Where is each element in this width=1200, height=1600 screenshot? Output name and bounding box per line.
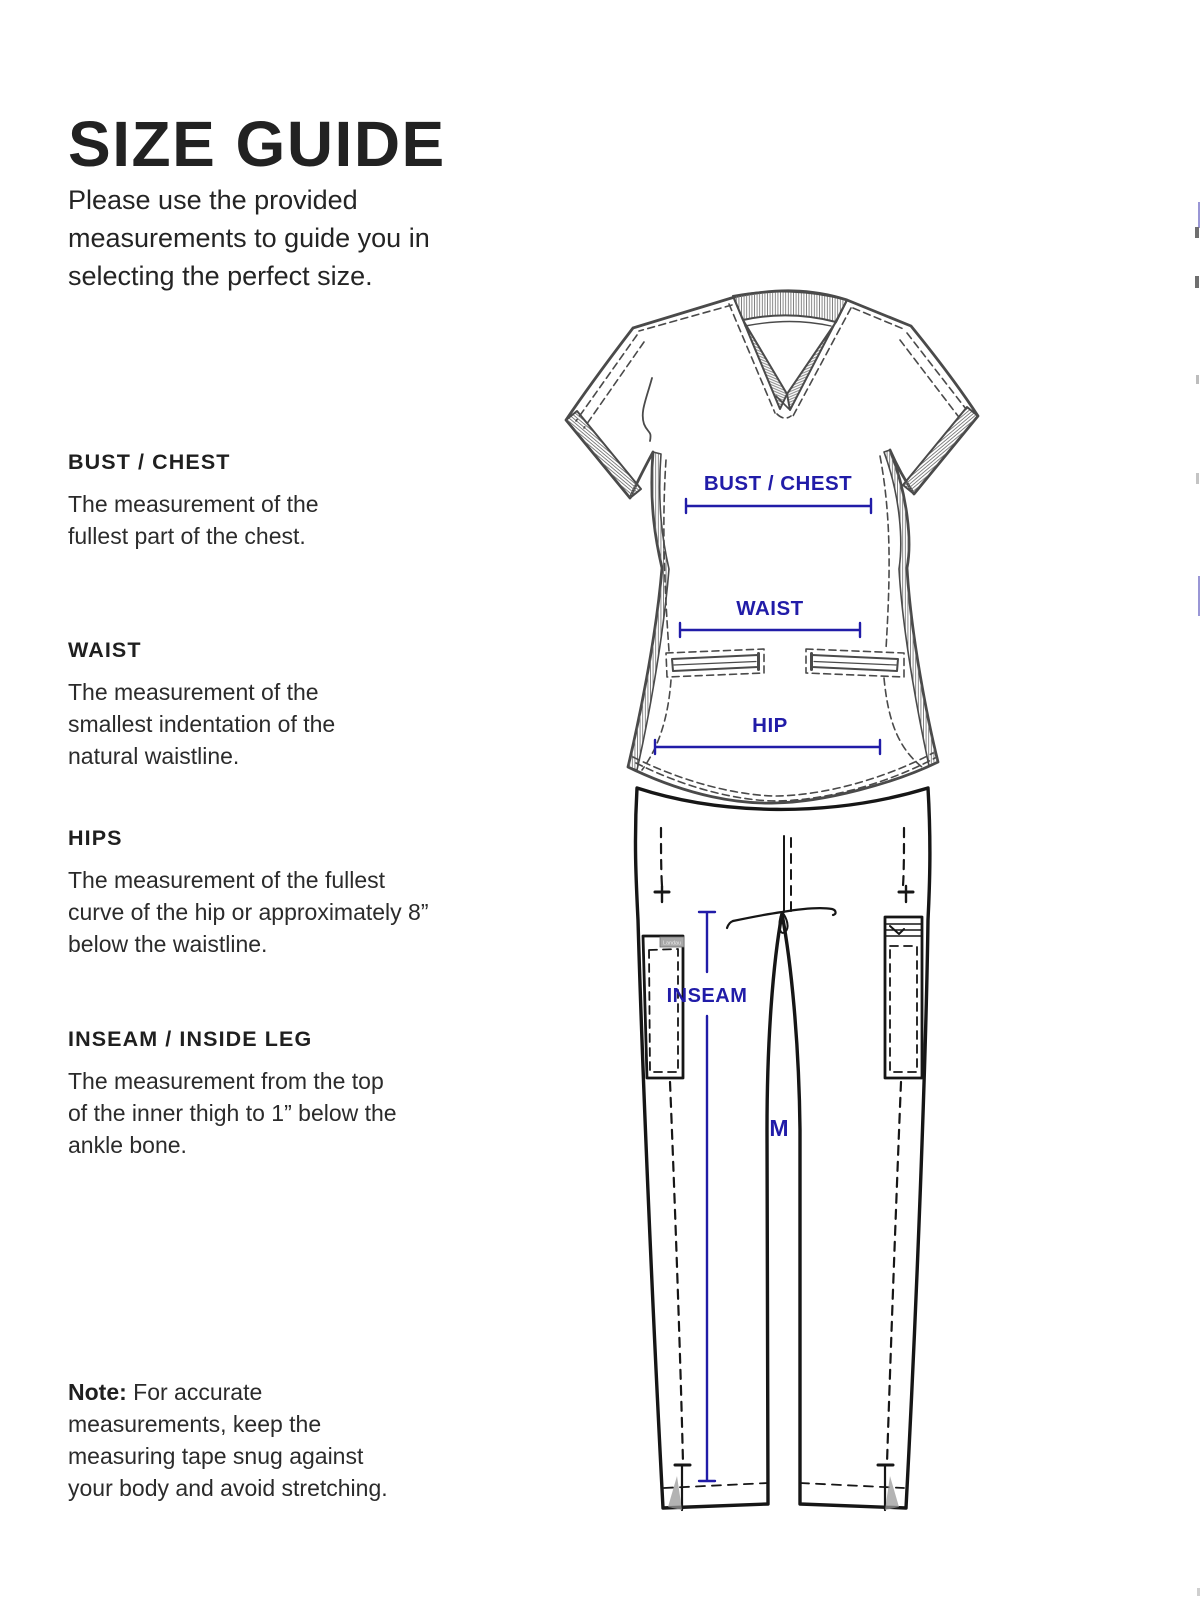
- pocket-brand-tag: [660, 937, 684, 947]
- section-heading: WAIST: [68, 638, 142, 662]
- edge-fragment: [1196, 473, 1199, 484]
- svg-text:Landau: Landau: [663, 940, 681, 947]
- scrub-pants-sketch: [635, 788, 929, 1510]
- section-body: The measurement of the smallest indentation of the natural waistline.: [68, 679, 336, 769]
- section-bust-chest: [68, 450, 368, 552]
- size-diagram: [540, 280, 1000, 1530]
- waist-measure-label: WAIST: [736, 597, 804, 620]
- section-body: The measurement of the fullest part of the chest.: [68, 491, 319, 549]
- page-title: SIZE GUIDE: [68, 107, 446, 180]
- bust-measure: [686, 472, 871, 513]
- note-text: [68, 1376, 408, 1504]
- note-label: Note:: [68, 1379, 127, 1405]
- section-body: The measurement of the fullest curve of the hip or approximately 8” below the waistline.: [68, 867, 429, 957]
- section-heading: HIPS: [68, 826, 123, 850]
- section-inseam: [68, 1027, 400, 1161]
- section-heading: BUST / CHEST: [68, 450, 231, 474]
- inseam-measure-label: INSEAM: [666, 985, 748, 1007]
- scrubs-technical-sketch: [540, 280, 1000, 1530]
- section-hips: [68, 826, 446, 960]
- size-label: M: [769, 1115, 789, 1141]
- edge-fragment: [1196, 375, 1199, 384]
- edge-fragment: [1195, 227, 1199, 238]
- section-waist: [68, 638, 380, 772]
- hip-measure-label: HIP: [752, 714, 788, 737]
- note-body: For accurate measurements, keep the measuring tape snug against your body and avoid stretching.: [68, 1379, 388, 1501]
- bust-measure-label: BUST / CHEST: [703, 472, 853, 495]
- section-body: The measurement from the top of the inner thigh to 1” below the ankle bone.: [68, 1068, 397, 1158]
- intro-text: Please use the provided measurements to guide you in selecting the perfect size.: [68, 185, 430, 291]
- edge-fragment: [1195, 276, 1199, 288]
- section-heading: INSEAM / INSIDE LEG: [68, 1027, 313, 1051]
